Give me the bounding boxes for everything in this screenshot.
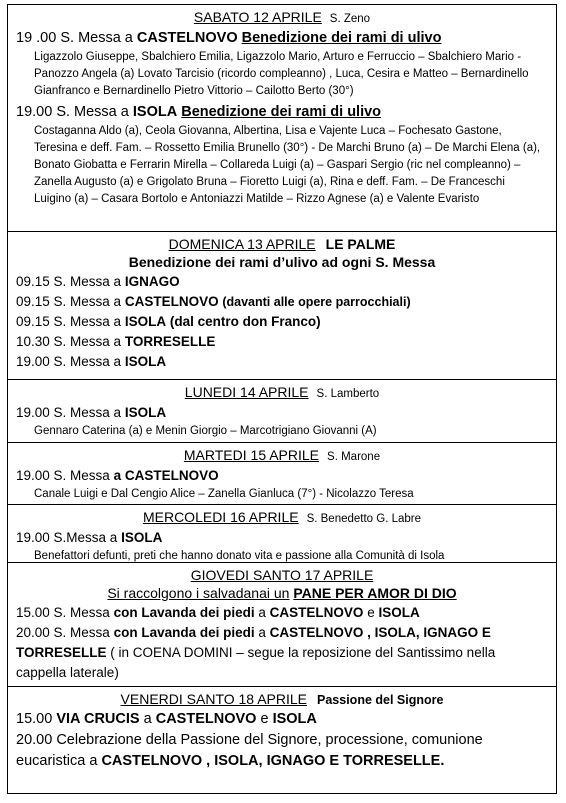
mass-place: CASTELNOVO bbox=[155, 711, 257, 727]
mass-note: VIA CRUCIS bbox=[56, 711, 140, 727]
mass-place: a CASTELNOVO bbox=[113, 468, 219, 483]
intentions-list: Benefattori defunti, preti che hanno donato vita e passione alla Comunità di Isola bbox=[34, 550, 445, 562]
mass-place: ISOLA bbox=[124, 314, 167, 329]
subtitle-bold: PANE PER AMOR DI DIO bbox=[293, 585, 457, 601]
mass-time: 15.00 bbox=[16, 711, 53, 727]
mass-place: ISOLA bbox=[124, 405, 167, 420]
section-subtitle bbox=[8, 584, 556, 603]
mass-line bbox=[8, 730, 556, 772]
mass-line bbox=[8, 332, 556, 352]
mass-description: 20.00 Celebrazione della Passione del Signore, processione, comunione eucaristica a bbox=[16, 732, 483, 769]
mass-time: 19.00 S. Messa a bbox=[16, 104, 129, 120]
mass-place: CASTELNOVO bbox=[269, 605, 364, 620]
mass-line bbox=[8, 28, 556, 49]
intentions-list: Costaganna Aldo (a), Ceola Giovanna, Albertina, Lisa e Vajente Luca – Fochesato Gastone, Teresina e deff. Fam. – Rossetto Emilia Brunello (30°) - De Marchi Bruno (a) – De Marchi Elena (a), Bonato Giobatta e Ferrarin Mirella – Collareda Luigi (a) – Gaspari Sergio (ric nel compleanno) – Zanella Augusto (a) e Grigolato Bruna – Fioretto Luigi (a), Rina e deff. Fam. – De Franceschi Luigino (a) – Casara Bortolo e Antoniazzi Matilde – Rizzo Agnese (a) e Valente Evaristo bbox=[34, 125, 541, 205]
mass-line bbox=[8, 312, 556, 332]
mass-place: ISOLA bbox=[121, 530, 163, 545]
schedule-frame bbox=[7, 4, 557, 794]
section-mercoledi bbox=[8, 505, 556, 563]
mass-note: Benedizione dei rami di ulivo bbox=[181, 104, 382, 120]
section-venerdi-santo bbox=[8, 687, 556, 793]
mass-connector: e bbox=[367, 605, 375, 620]
section-martedi bbox=[8, 443, 556, 505]
day-title: VENERDI SANTO 18 APRILE bbox=[120, 691, 308, 707]
saint-name: S. Lamberto bbox=[316, 388, 380, 400]
mass-note: (dal centro don Franco) bbox=[169, 314, 321, 329]
mass-place: ISOLA bbox=[378, 605, 420, 620]
section-header bbox=[8, 505, 556, 528]
mass-line bbox=[8, 466, 556, 486]
intentions-list: Canale Luigi e Dal Cengio Alice – Zanella Gianluca (7°) - Nicolazzo Teresa bbox=[34, 488, 414, 500]
section-giovedi-santo bbox=[8, 563, 556, 687]
mass-time: 19.00 S. Messa bbox=[16, 468, 110, 483]
section-header bbox=[8, 5, 556, 28]
feast-name: Passione del Signore bbox=[317, 693, 444, 707]
section-header bbox=[8, 380, 556, 403]
mass-place: CASTELNOVO , ISOLA, IGNAGO E TORRESELLE. bbox=[101, 753, 445, 769]
section-header bbox=[8, 443, 556, 466]
section-header bbox=[8, 687, 556, 709]
mass-time: 09.15 S. Messa a bbox=[16, 294, 122, 309]
mass-time: 20.00 S. Messa bbox=[16, 625, 110, 640]
section-header bbox=[8, 232, 556, 253]
mass-line bbox=[8, 272, 556, 292]
day-title: SABATO 12 APRILE bbox=[193, 9, 322, 25]
section-header bbox=[8, 563, 556, 584]
section-lunedi bbox=[8, 380, 556, 443]
mass-place: CASTELNOVO bbox=[136, 30, 238, 46]
mass-time: 09.15 S. Messa a bbox=[16, 314, 122, 329]
mass-time: 19.00 S. Messa a bbox=[16, 405, 122, 420]
section-domenica bbox=[8, 232, 556, 380]
mass-note: con Lavanda dei piedi bbox=[113, 625, 255, 640]
mass-place: ISOLA bbox=[132, 104, 178, 120]
day-title: DOMENICA 13 APRILE bbox=[168, 236, 316, 252]
mass-connector: e bbox=[260, 711, 269, 727]
mass-line bbox=[8, 603, 556, 623]
mass-place: ISOLA bbox=[124, 354, 167, 369]
mass-note: (davanti alle opere parrocchiali) bbox=[222, 295, 411, 309]
mass-place: TORRESELLE bbox=[124, 334, 216, 349]
mass-time: 15.00 S. Messa bbox=[16, 605, 110, 620]
subtitle-text: Si raccolgono i salvadanai un bbox=[107, 585, 290, 601]
saint-name: S. Marone bbox=[327, 451, 381, 463]
mass-time: 09.15 S. Messa a bbox=[16, 274, 122, 289]
mass-note: con Lavanda dei piedi bbox=[113, 605, 255, 620]
intentions-list: Gennaro Caterina (a) e Menin Giorgio – Marcotrigiano Giovanni (A) bbox=[34, 425, 377, 437]
mass-connector: a bbox=[143, 711, 152, 727]
mass-line bbox=[8, 528, 556, 548]
mass-place: CASTELNOVO bbox=[124, 294, 219, 309]
mass-line bbox=[8, 102, 556, 123]
saint-name: S. Zeno bbox=[329, 13, 371, 25]
mass-line bbox=[8, 403, 556, 423]
mass-line bbox=[8, 352, 556, 372]
day-title: GIOVEDI SANTO 17 APRILE bbox=[190, 567, 374, 583]
intentions-list: Ligazzolo Giuseppe, Sbalchiero Emilia, Ligazzolo Mario, Arturo e Ferruccio – Sbalchiero Mario - Panozzo Angela (a) Lovato Tarcisio (ricordo compleanno) , Luca, Cesira e Matteo – Bernardinello Gianfranco e Bernardinello Pietro Vittorio – Cailotto Berto (30°) bbox=[34, 51, 529, 97]
mass-description: ( in COENA DOMINI – segue la reposizione del Santissimo nella cappella laterale) bbox=[16, 645, 496, 680]
mass-place: CASTELNOVO , ISOLA, IGNAGO E TORRESELLE bbox=[16, 625, 491, 660]
mass-time: 10.30 S. Messa a bbox=[16, 334, 122, 349]
mass-line bbox=[8, 709, 556, 730]
mass-line bbox=[8, 292, 556, 312]
day-title: MERCOLEDI 16 APRILE bbox=[142, 509, 299, 525]
mass-time: 19 .00 S. Messa a bbox=[16, 30, 133, 46]
saint-name: S. Benedetto G. Labre bbox=[306, 513, 422, 525]
day-title: LUNEDI 14 APRILE bbox=[184, 384, 309, 400]
feast-name: LE PALME bbox=[325, 236, 396, 252]
mass-note: Benedizione dei rami di ulivo bbox=[241, 30, 442, 46]
mass-connector: a bbox=[258, 625, 266, 640]
section-subtitle: Benedizione dei rami d’ulivo ad ogni S. Messa bbox=[128, 254, 436, 270]
mass-line bbox=[8, 623, 556, 683]
day-title: MARTEDI 15 APRILE bbox=[183, 447, 320, 463]
mass-time: 19.00 S. Messa a bbox=[16, 354, 122, 369]
mass-place: IGNAGO bbox=[124, 274, 180, 289]
mass-place: ISOLA bbox=[272, 711, 317, 727]
section-sabato bbox=[8, 5, 556, 232]
mass-connector: a bbox=[258, 605, 266, 620]
mass-time: 19.00 S.Messa a bbox=[16, 530, 118, 545]
